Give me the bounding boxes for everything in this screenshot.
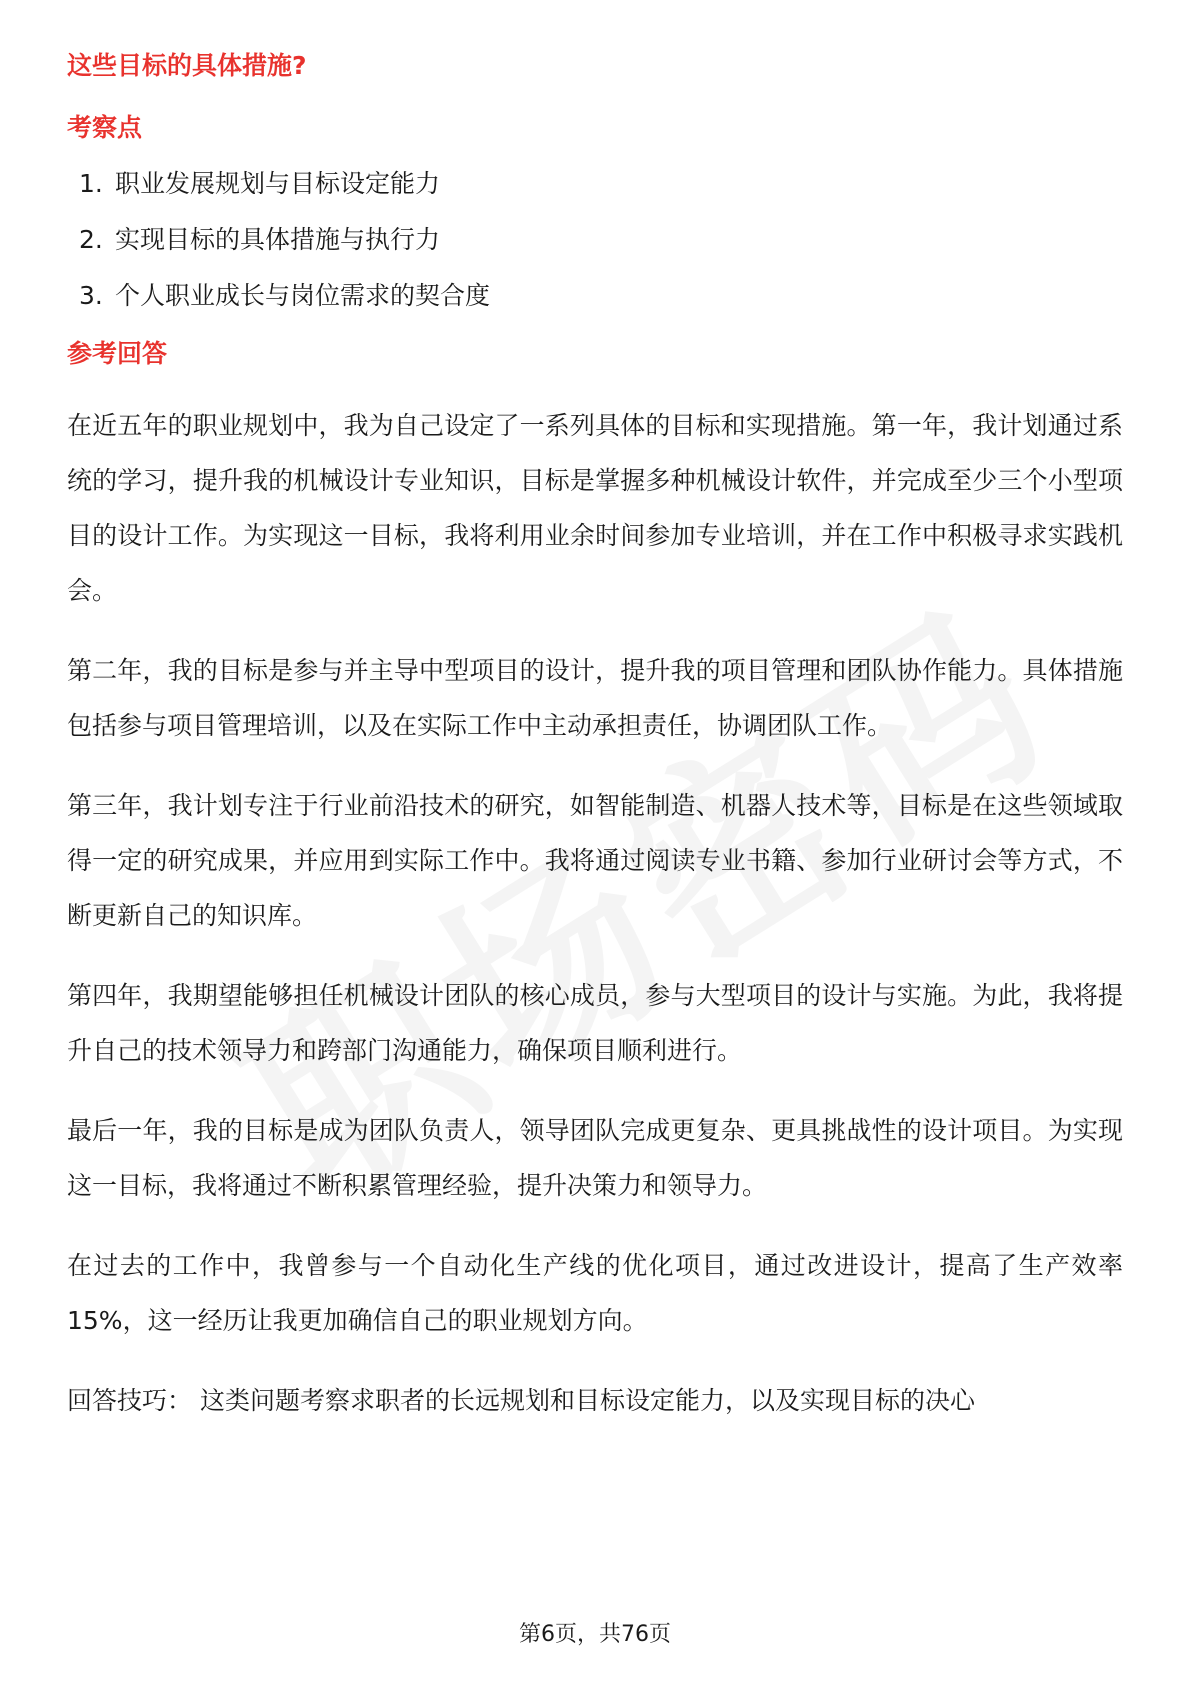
list-item xyxy=(67,278,1123,314)
list-item-text: 职业发展规划与目标设定能力 xyxy=(115,169,441,198)
section-heading-points: 考察点 xyxy=(67,113,143,142)
answer-paragraph-5: 最后一年，我的目标是成为团队负责人，领导团队完成更复杂、更具挑战性的设计项目。为实现这一目标，我将通过不断积累管理经验，提升决策力和领导力。 xyxy=(67,1116,1123,1200)
answer-paragraph-1: 在近五年的职业规划中，我为自己设定了一系列具体的目标和实现措施。第一年，我计划通过系统的学习，提升我的机械设计专业知识，目标是掌握多种机械设计软件，并完成至少三个小型项目的设计工作。为实现这一目标，我将利用业余时间参加专业培训，并在工作中积极寻求实践机会。 xyxy=(67,411,1123,605)
page-content xyxy=(67,48,1123,1453)
answer-paragraph-3: 第三年，我计划专注于行业前沿技术的研究，如智能制造、机器人技术等，目标是在这些领域取得一定的研究成果，并应用到实际工作中。我将通过阅读专业书籍、参加行业研讨会等方式，不断更新自己的知识库。 xyxy=(67,791,1123,930)
page-number-footer: 第6页，共76页 xyxy=(519,1622,671,1647)
answer-paragraph-2: 第二年，我的目标是参与并主导中型项目的设计，提升我的项目管理和团队协作能力。具体措施包括参与项目管理培训，以及在实际工作中主动承担责任，协调团队工作。 xyxy=(67,656,1123,740)
points-list xyxy=(67,166,1123,314)
list-item-text: 个人职业成长与岗位需求的契合度 xyxy=(115,281,491,310)
answer-paragraph-4: 第四年，我期望能够担任机械设计团队的核心成员，参与大型项目的设计与实施。为此，我将提升自己的技术领导力和跨部门沟通能力，确保项目顺利进行。 xyxy=(67,981,1123,1065)
list-item xyxy=(67,166,1123,202)
answer-tip-paragraph: 回答技巧： 这类问题考察求职者的长远规划和目标设定能力，以及实现目标的决心 xyxy=(67,1386,975,1415)
question-title: 这些目标的具体措施? xyxy=(67,51,307,80)
list-item xyxy=(67,222,1123,258)
list-item-text: 实现目标的具体措施与执行力 xyxy=(115,225,441,254)
section-heading-answer: 参考回答 xyxy=(67,339,168,368)
list-item-number: 3. xyxy=(79,281,103,310)
answer-paragraph-6: 在过去的工作中，我曾参与一个自动化生产线的优化项目，通过改进设计，提高了生产效率15%，这一经历让我更加确信自己的职业规划方向。 xyxy=(67,1251,1123,1335)
list-item-number: 2. xyxy=(79,225,103,254)
list-item-number: 1. xyxy=(79,169,103,198)
